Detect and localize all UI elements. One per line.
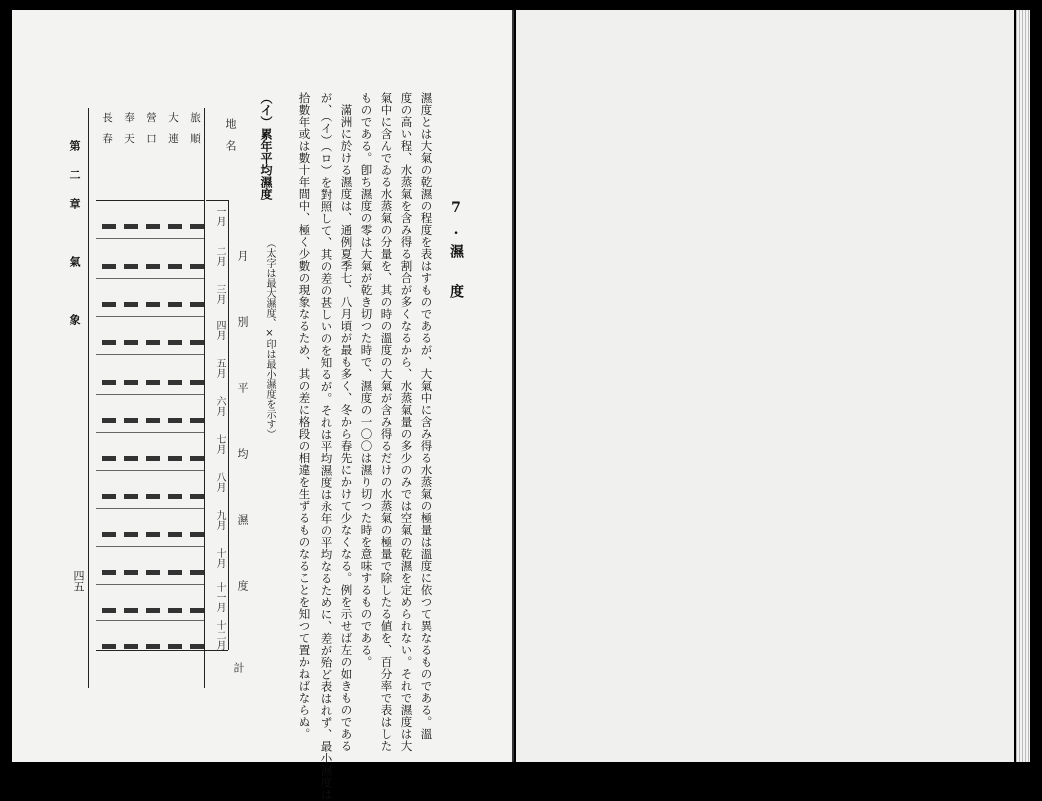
month-8: 八月 bbox=[214, 472, 225, 492]
month-12: 十二月 bbox=[214, 620, 225, 650]
paragraph-line-6: が、（イ）（ロ）を對照して、其の差の甚しいのを知るが。それは平均濕度は永年の平均なるために、差が殆ど表はれず、最小濕度は bbox=[319, 92, 334, 801]
table-row-rule bbox=[96, 584, 204, 585]
table-row-rule bbox=[96, 470, 204, 471]
station-fengtian: 奉 天 bbox=[123, 112, 135, 144]
month-3: 三月 bbox=[214, 284, 225, 304]
table-rule-month-side bbox=[228, 200, 229, 650]
total-header: 計 bbox=[232, 662, 245, 673]
table-note: （太字は最大濕度、×印は最小濕度を示す） bbox=[264, 238, 275, 439]
station-lushun: 旅 順 bbox=[189, 112, 201, 144]
chapter-running-head: 第二章 氣 象 bbox=[68, 140, 81, 343]
station-dalian: 大 連 bbox=[167, 112, 179, 144]
monthly-header: 月 別 平 均 濕 度 bbox=[236, 250, 249, 613]
table-row-rule bbox=[96, 316, 204, 317]
page-edge bbox=[1016, 10, 1030, 762]
section-number: 7. bbox=[448, 200, 464, 244]
page-number: 四五 bbox=[72, 570, 85, 592]
table-row-rule bbox=[96, 394, 204, 395]
table-rule-month-top bbox=[206, 200, 228, 201]
right-page bbox=[516, 10, 1014, 762]
table-row-rule bbox=[96, 432, 204, 433]
month-11: 十一月 bbox=[214, 582, 225, 612]
paragraph-line-3: 氣中に含んでゐる水蒸氣の分量を、其の時の溫度の大氣が含み得るだけの水蒸氣の極量で除したる値を、百分率で表はした bbox=[379, 92, 394, 752]
table-row-rule bbox=[96, 238, 204, 239]
month-6: 六月 bbox=[214, 396, 225, 416]
month-2: 二月 bbox=[214, 246, 225, 266]
table-subtitle: （イ）累年平均濕度 bbox=[259, 92, 273, 200]
table-row-rule bbox=[96, 620, 204, 621]
table-cells bbox=[92, 210, 212, 680]
month-7: 七月 bbox=[214, 434, 225, 454]
month-1: 一月 bbox=[214, 206, 225, 226]
paragraph-line-7: 拾數年或は數十年間中、極く少數の現象なるため、其の差に格段の相違を生ずるものなることを知つて置かねばならぬ。 bbox=[297, 92, 312, 740]
table-row-rule bbox=[96, 508, 204, 509]
table-row-rule bbox=[96, 546, 204, 547]
station-changchun: 長 春 bbox=[101, 112, 113, 144]
month-9: 九月 bbox=[214, 510, 225, 530]
month-4: 四月 bbox=[214, 320, 225, 340]
table-row-rule bbox=[96, 278, 204, 279]
paragraph-line-5: 滿洲に於ける濕度は、通例夏季七、八月頃が最も多く、冬から春先にかけて少なくなる。例を示せば左の如きものである bbox=[339, 104, 354, 752]
station-yingkou: 營 口 bbox=[145, 112, 157, 144]
paragraph-line-1: 濕度とは大氣の乾濕の程度を表はすものであるが、大氣中に含み得る水蒸氣の極量は溫度に依つて異なるものである。溫 bbox=[419, 92, 434, 740]
section-title: 濕 度 bbox=[448, 244, 464, 304]
station-header: 地 名 bbox=[224, 118, 237, 151]
section-heading bbox=[446, 200, 466, 304]
table-rule-station bbox=[96, 200, 204, 201]
paragraph-line-2: 度の高い程、水蒸氣を含み得る割合が多くなるから、水蒸氣量の多少のみでは空氣の乾濕を定められない。それで濕度は大 bbox=[399, 92, 414, 752]
month-5: 五月 bbox=[214, 358, 225, 378]
table-rule-left bbox=[88, 108, 89, 688]
paragraph-line-4: ものである。卽ち濕度の零は大氣が乾き切つた時で、濕度の一〇〇は濕り切つた時を意味するものである。 bbox=[359, 92, 374, 668]
month-10: 十月 bbox=[214, 548, 225, 568]
table-row-rule bbox=[96, 354, 204, 355]
